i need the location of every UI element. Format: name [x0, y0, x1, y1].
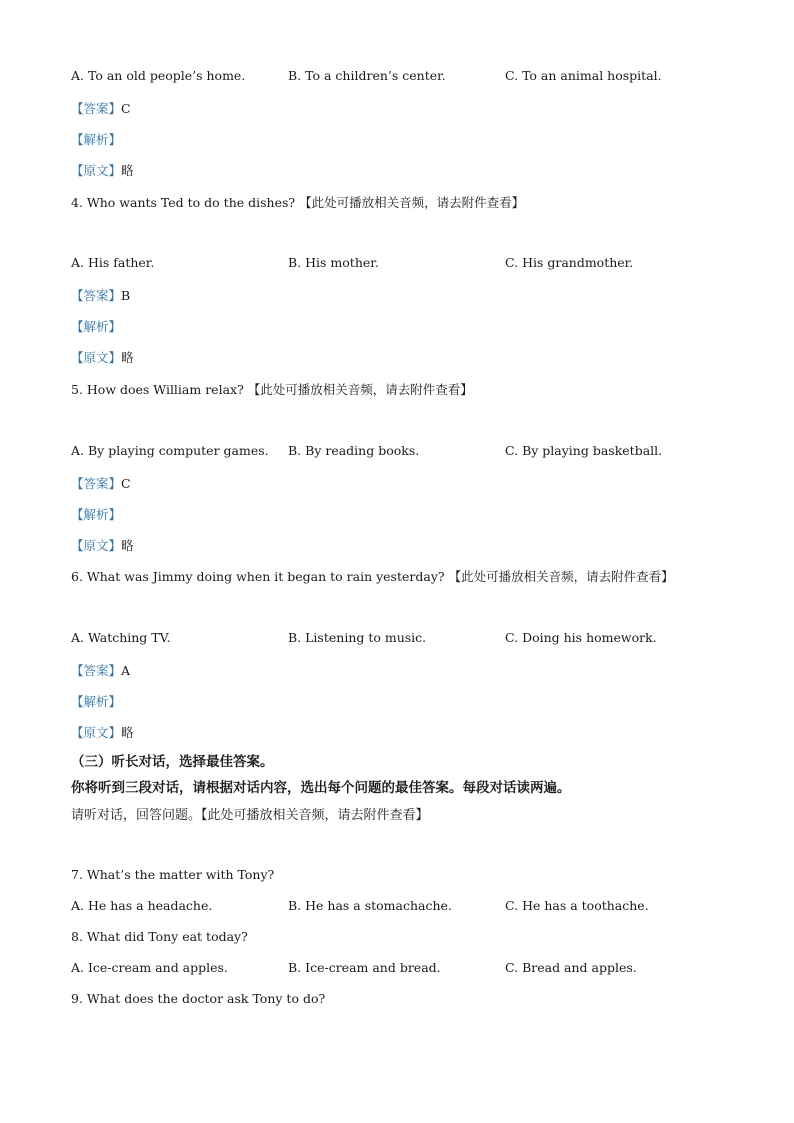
q5-option-a: A. By playing computer games.	[71, 443, 269, 458]
answer-value: C	[121, 101, 131, 116]
answer-value: C	[121, 476, 131, 491]
original-tag: 【原文】	[71, 163, 122, 178]
q4-audio-note: 【此处可播放相关音频，请去附件查看】	[299, 195, 525, 210]
q7-option-a: A. He has a headache.	[71, 898, 213, 913]
answer-tag: 【答案】	[71, 663, 122, 678]
q5-analysis-line	[71, 505, 121, 523]
q5-option-b: B. By reading books.	[288, 443, 420, 458]
q6-analysis-line	[71, 692, 121, 710]
q5-option-c: C. By playing basketball.	[505, 443, 663, 458]
q5-answer-line	[71, 474, 131, 492]
q4-option-b: B. His mother.	[288, 255, 379, 270]
analysis-tag: 【解析】	[71, 694, 122, 709]
q6-option-c: C. Doing his homework.	[505, 630, 657, 645]
q5-original-line	[71, 536, 134, 554]
q6-original-line	[71, 723, 134, 741]
q8-option-c: C. Bread and apples.	[505, 960, 637, 975]
original-tag: 【原文】	[71, 350, 122, 365]
section-instruction: 你将听到三段对话，请根据对话内容，选出每个问题的最佳答案。每段对话读两遍。	[71, 780, 571, 796]
section-prompt: 请听对话，回答问题。【此处可播放相关音频，请去附件查看】	[71, 808, 429, 823]
answer-tag: 【答案】	[71, 288, 122, 303]
q6-stem-text: 6. What was Jimmy doing when it began to rain yesterday?	[71, 569, 449, 584]
q7-stem: 7. What’s the matter with Tony?	[71, 867, 275, 882]
q3-option-c: C. To an animal hospital.	[505, 68, 662, 83]
analysis-tag: 【解析】	[71, 319, 122, 334]
q4-option-c: C. His grandmother.	[505, 255, 634, 270]
section-heading: （三）听长对话，选择最佳答案。	[71, 754, 274, 770]
q4-analysis-line	[71, 317, 121, 335]
q5-stem	[71, 380, 473, 398]
analysis-tag: 【解析】	[71, 132, 122, 147]
original-value: 略	[121, 725, 134, 740]
q3-option-b: B. To a children’s center.	[288, 68, 446, 83]
q5-stem-text: 5. How does William relax?	[71, 382, 248, 397]
q3-answer-line	[71, 99, 131, 117]
q7-option-c: C. He has a toothache.	[505, 898, 649, 913]
original-value: 略	[121, 350, 134, 365]
q6-stem	[71, 567, 674, 585]
original-tag: 【原文】	[71, 725, 122, 740]
q5-audio-note: 【此处可播放相关音频，请去附件查看】	[247, 382, 473, 397]
q4-original-line	[71, 348, 134, 366]
answer-value: B	[121, 288, 131, 303]
original-tag: 【原文】	[71, 538, 122, 553]
q6-audio-note: 【此处可播放相关音频，请去附件查看】	[448, 569, 674, 584]
answer-tag: 【答案】	[71, 101, 122, 116]
q4-answer-line	[71, 286, 130, 304]
q7-option-b: B. He has a stomachache.	[288, 898, 452, 913]
q3-option-a: A. To an old people’s home.	[71, 68, 246, 83]
answer-tag: 【答案】	[71, 476, 122, 491]
q4-option-a: A. His father.	[71, 255, 155, 270]
q3-original-line	[71, 161, 134, 179]
q6-option-b: B. Listening to music.	[288, 630, 427, 645]
analysis-tag: 【解析】	[71, 507, 122, 522]
original-value: 略	[121, 163, 134, 178]
q6-answer-line	[71, 661, 130, 679]
original-value: 略	[121, 538, 134, 553]
q6-option-a: A. Watching TV.	[71, 630, 171, 645]
q4-stem	[71, 193, 524, 211]
q8-option-b: B. Ice-cream and bread.	[288, 960, 441, 975]
answer-value: A	[121, 663, 131, 678]
q8-stem: 8. What did Tony eat today?	[71, 929, 248, 944]
q8-option-a: A. Ice-cream and apples.	[71, 960, 228, 975]
q4-stem-text: 4. Who wants Ted to do the dishes?	[71, 195, 300, 210]
q9-stem: 9. What does the doctor ask Tony to do?	[71, 991, 326, 1006]
q3-analysis-line	[71, 130, 121, 148]
